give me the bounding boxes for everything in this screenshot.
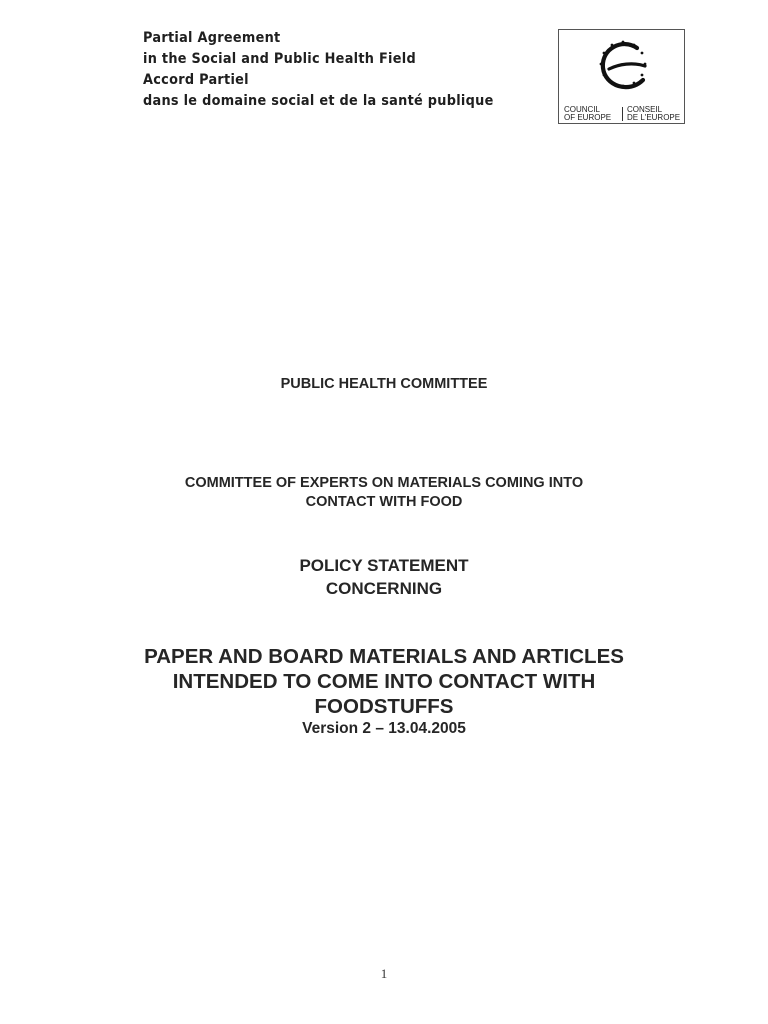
committee-heading: PUBLIC HEALTH COMMITTEE [280, 376, 488, 392]
logo-label-en-line1: COUNCIL [564, 105, 601, 114]
title-line-3: FOODSTUFFS [314, 695, 454, 718]
title-line-2: INTENDED TO COME INTO CONTACT WITH [172, 670, 596, 693]
council-of-europe-emblem-icon [593, 36, 653, 98]
council-of-europe-logo [558, 29, 685, 124]
header-line-accord-partiel: Accord Partiel [143, 72, 249, 88]
logo-label-french [627, 106, 680, 122]
header-affiliation [143, 28, 494, 112]
header-line-domaine-social: dans le domaine social et de la santé publique [143, 93, 494, 109]
header-line-partial-agreement: Partial Agreement [143, 30, 281, 46]
policy-statement-heading [0, 554, 768, 600]
document-title [0, 644, 768, 719]
policy-line-1: POLICY STATEMENT [299, 556, 469, 575]
logo-label-english [564, 106, 611, 122]
experts-line-1: COMMITTEE OF EXPERTS ON MATERIALS COMING INTO [184, 475, 584, 491]
experts-committee-heading [0, 474, 768, 512]
title-line-1: PAPER AND BOARD MATERIALS AND ARTICLES [144, 645, 624, 668]
logo-label-fr-line2: DE L'EUROPE [627, 113, 681, 122]
header-line-social-health-field: in the Social and Public Health Field [143, 51, 416, 67]
page-number: 1 [380, 966, 388, 981]
logo-label-fr-line1: CONSEIL [627, 105, 663, 114]
logo-label-en-line2: OF EUROPE [564, 113, 612, 122]
experts-line-2: CONTACT WITH FOOD [305, 494, 463, 510]
logo-divider [622, 107, 623, 121]
policy-line-2: CONCERNING [325, 579, 443, 598]
version-label: Version 2 – 13.04.2005 [302, 720, 466, 737]
